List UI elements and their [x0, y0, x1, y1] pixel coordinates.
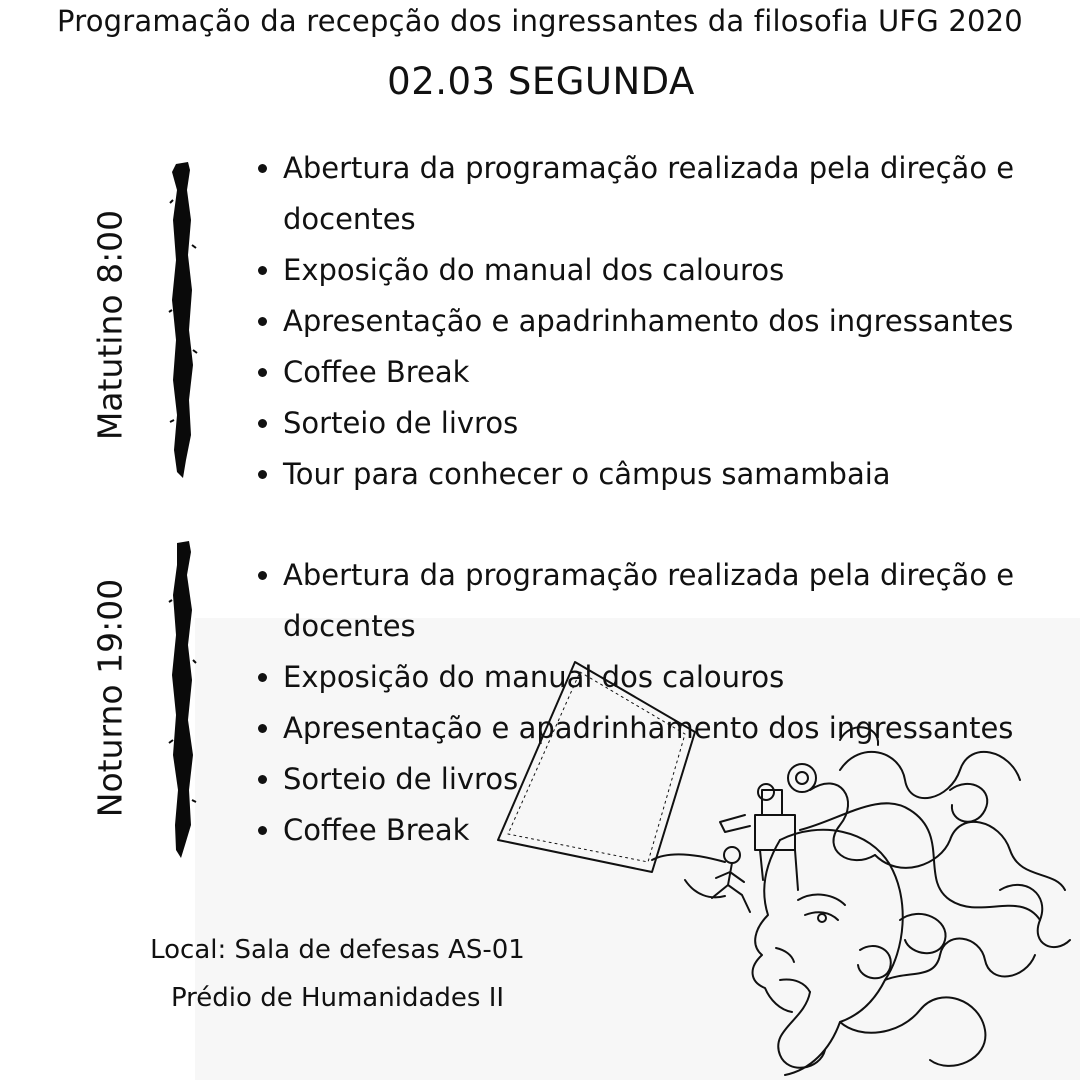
brush-stroke-icon: [168, 160, 198, 480]
head-machine-illustration: [480, 650, 1080, 1080]
list-item: Tour para conhecer o câmpus samambaia: [283, 449, 1023, 500]
list-item: Abertura da programação realizada pela direção e docentes: [283, 143, 1023, 245]
list-item: Coffee Break: [283, 347, 1023, 398]
list-item: Apresentação e apadrinhamento dos ingressantes: [283, 703, 1023, 754]
location-building: Prédio de Humanidades II: [170, 983, 505, 1013]
list-item: Apresentação e apadrinhamento dos ingressantes: [283, 296, 1023, 347]
location-room: Local: Sala de defesas AS-01: [150, 935, 525, 965]
list-item: Exposição do manual dos calouros: [283, 652, 1023, 703]
list-item: Abertura da programação realizada pela direção e docentes: [283, 550, 1023, 652]
morning-session-label: Matutino 8:00: [90, 209, 130, 441]
location-info: [140, 926, 535, 1022]
page-title: Programação da recepção dos ingressantes da filosofia UFG 2020: [57, 4, 1023, 38]
list-item: Sorteio de livros: [283, 398, 1023, 449]
list-item: Sorteio de livros: [283, 754, 1023, 805]
morning-agenda-list: [283, 143, 1023, 500]
list-item: Exposição do manual dos calouros: [283, 245, 1023, 296]
list-item: Coffee Break: [283, 805, 1023, 856]
night-session-label: Noturno 19:00: [90, 578, 130, 818]
brush-stroke-icon: [168, 540, 198, 860]
date-heading: 02.03 SEGUNDA: [387, 60, 695, 103]
